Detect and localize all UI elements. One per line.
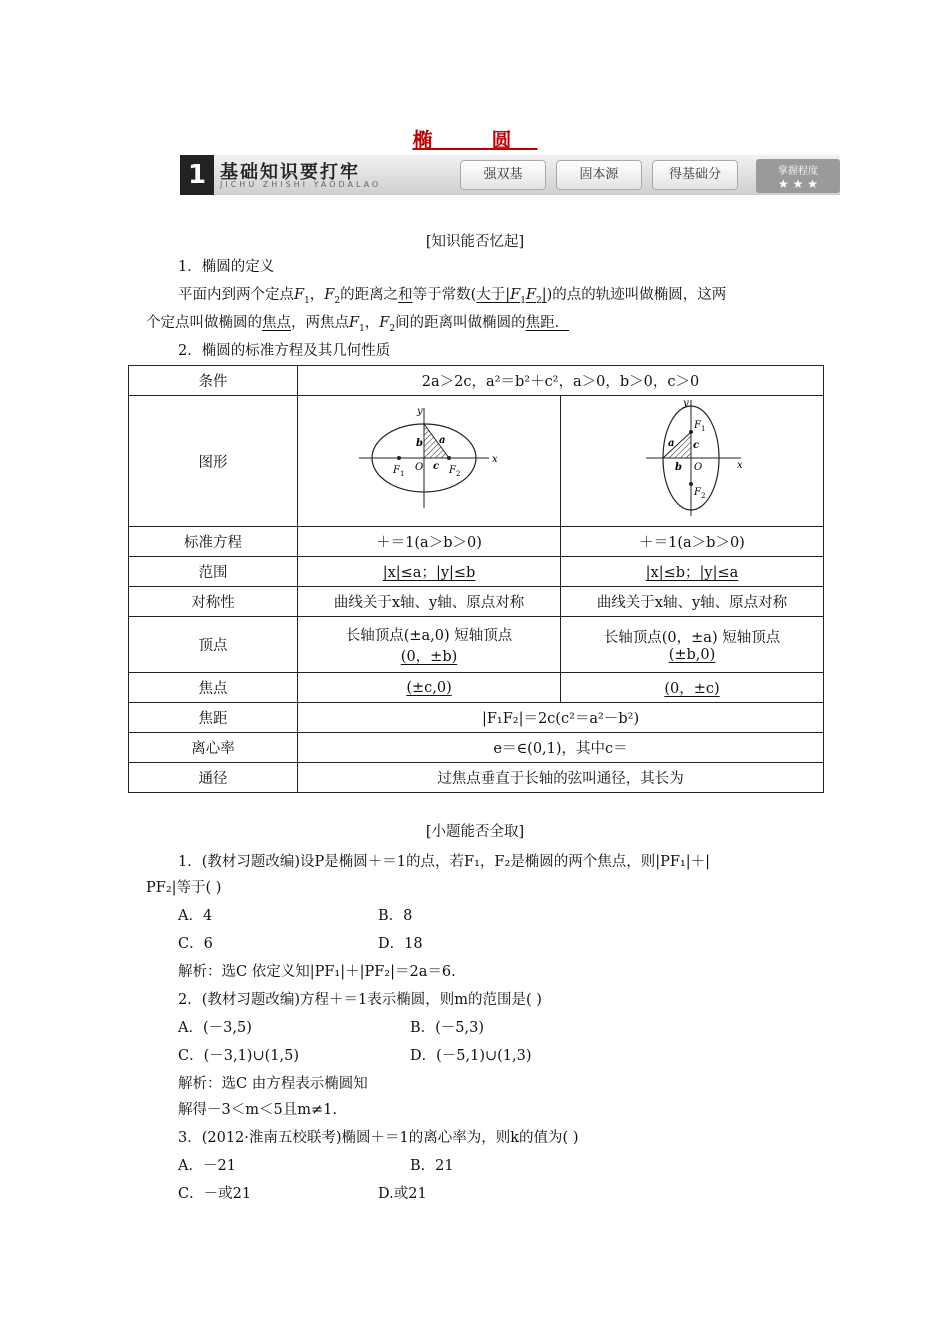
q3-option-d: D.或21: [378, 1186, 427, 1202]
vertex-vertical: 长轴顶点(0，±a) 短轴顶点 (±b,0): [561, 617, 824, 673]
symmetry-vertical: 曲线关于x轴、y轴、原点对称: [561, 587, 824, 617]
c-label: c: [433, 461, 440, 472]
row-label: 范围: [129, 557, 298, 587]
q1-option-d: D．18: [378, 936, 423, 952]
focus-f1-point: [689, 430, 693, 434]
symmetry-horizontal: 曲线关于x轴、y轴、原点对称: [298, 587, 561, 617]
figure-vertical-cell: [561, 396, 824, 527]
table-row-range: [129, 557, 824, 587]
mastery-label: 掌握程度: [778, 166, 818, 177]
row-label: 标准方程: [129, 527, 298, 557]
figure-horizontal-cell: [298, 396, 561, 527]
q1-stem-1: 1．(教材习题改编)设P是椭圆＋＝1的点，若F₁，F₂是椭圆的两个焦点，则|PF₁|＋|: [178, 854, 711, 870]
q3-option-b: B．21: [410, 1158, 454, 1174]
table-row-vertex: [129, 617, 824, 673]
table-row-focus: [129, 673, 824, 703]
q1-option-c: C．6: [178, 936, 213, 952]
f1-sub: 1: [701, 425, 706, 433]
origin-label: O: [415, 462, 424, 473]
q1-analysis: 解析：选C 依定义知|PF₁|＋|PF₂|＝2a＝6.: [178, 964, 456, 980]
eccentricity-cell: e＝∈(0,1)，其中c＝: [298, 733, 824, 763]
banner-subtitle: JICHU ZHISHI YAODALAO: [220, 180, 382, 189]
definition-line-1: 平面内到两个定点$F_1$，$F_2$的距离之和等于常数(大于$|F_1F_2|$)的点的轨迹叫做椭圆，这两: [178, 287, 727, 306]
banner-button-dejichufen[interactable]: 得基础分: [652, 160, 738, 190]
row-label: 通径: [129, 763, 298, 793]
f1-sub: 1: [400, 470, 405, 478]
table-row-condition: [129, 366, 824, 396]
b-label: b: [675, 462, 682, 473]
banner-button-qiangshuangji[interactable]: 强双基: [460, 160, 546, 190]
focus-vertical: (0，±c): [561, 673, 824, 703]
row-label: 图形: [129, 396, 298, 527]
q1-option-a: A．4: [178, 908, 213, 924]
banner-title: 基础知识要打牢: [220, 162, 360, 183]
vertex-horizontal: 长轴顶点(±a,0) 短轴顶点 (0，±b): [298, 617, 561, 673]
table-row-symmetry: [129, 587, 824, 617]
section-banner: [180, 155, 840, 195]
f2-sub: 2: [456, 470, 461, 478]
vertical-ellipse-figure: [561, 396, 823, 522]
q2-option-a: A．(－3,5): [178, 1020, 252, 1036]
range-horizontal: |x|≤a；|y|≤b: [298, 557, 561, 587]
definition-line-2: 个定点叫做椭圆的焦点，两焦点$F_1$，$F_2$间的距离叫做椭圆的焦距．: [146, 315, 570, 334]
focus-horizontal: (±c,0): [298, 673, 561, 703]
q2-option-c: C．(－3,1)∪(1,5): [178, 1048, 299, 1064]
c-label: c: [693, 440, 700, 451]
origin-label: O: [694, 462, 703, 473]
section-header-knowledge: [知识能否忆起]: [425, 234, 525, 250]
f2-sub: 2: [701, 492, 706, 500]
row-label: 焦点: [129, 673, 298, 703]
banner-button-gubenyuan[interactable]: 固本源: [556, 160, 642, 190]
q2-analysis: 解析：选C 由方程表示椭圆知: [178, 1076, 368, 1092]
row-label: 条件: [129, 366, 298, 396]
a-label: a: [439, 435, 446, 446]
f1-label: F: [393, 465, 400, 476]
focus-f2-point: [447, 456, 451, 460]
horizontal-ellipse-figure: [299, 396, 559, 522]
q1-option-b: B．8: [378, 908, 413, 924]
focus-f2-point: [689, 482, 693, 486]
latus-rectum-cell: 过焦点垂直于长轴的弦叫通径，其长为: [298, 763, 824, 793]
a-label: a: [668, 438, 675, 449]
q2-analysis-2: 解得－3＜m＜5且m≠1.: [178, 1102, 337, 1118]
f2-label: F: [449, 465, 456, 476]
row-label: 焦距: [129, 703, 298, 733]
table-row-focal-distance: [129, 703, 824, 733]
mastery-badge: [756, 159, 840, 193]
x-label: x: [492, 454, 498, 465]
b-label: b: [416, 438, 424, 449]
y-label: y: [683, 398, 689, 409]
table-row-figure: [129, 396, 824, 527]
q3-option-a: A．－21: [178, 1158, 236, 1174]
equation-horizontal: ＋＝1(a＞b＞0): [298, 527, 561, 557]
mastery-stars: ★ ★ ★: [778, 177, 818, 191]
q2-option-d: D．(－5,1)∪(1,3): [410, 1048, 532, 1064]
table-row-latus-rectum: [129, 763, 824, 793]
standard-equation-heading: 2．椭圆的标准方程及其几何性质: [178, 343, 391, 359]
table-row-eccentricity: [129, 733, 824, 763]
y-label: y: [417, 406, 423, 417]
row-label: 对称性: [129, 587, 298, 617]
banner-number: 1: [180, 155, 214, 195]
q2-option-b: B．(－5,3): [410, 1020, 485, 1036]
q2-stem: 2．(教材习题改编)方程＋＝1表示椭圆，则m的范围是( ): [178, 992, 542, 1008]
condition-cell: 2a＞2c，a²＝b²＋c²，a＞0，b＞0，c＞0: [298, 366, 824, 396]
section-header-exercises: [小题能否全取]: [425, 824, 525, 840]
row-label: 离心率: [129, 733, 298, 763]
q3-option-c: C．－或21: [178, 1186, 252, 1202]
ellipse-properties-table: [128, 365, 824, 793]
equation-vertical: ＋＝1(a＞b＞0): [561, 527, 824, 557]
definition-heading: 1．椭圆的定义: [178, 259, 275, 275]
q3-stem: 3．(2012·淮南五校联考)椭圆＋＝1的离心率为，则k的值为( ): [178, 1130, 579, 1146]
range-vertical: |x|≤b；|y|≤a: [561, 557, 824, 587]
focus-f1-point: [397, 456, 401, 460]
row-label: 顶点: [129, 617, 298, 673]
q1-stem-2: PF₂|等于( ): [146, 880, 222, 896]
x-label: x: [737, 460, 743, 471]
f2-label: F: [694, 487, 701, 498]
table-row-equation: [129, 527, 824, 557]
page-title: 椭 圆: [412, 128, 538, 152]
focal-distance-cell: |F₁F₂|＝2c(c²＝a²－b²): [298, 703, 824, 733]
f1-label: F: [694, 420, 701, 431]
